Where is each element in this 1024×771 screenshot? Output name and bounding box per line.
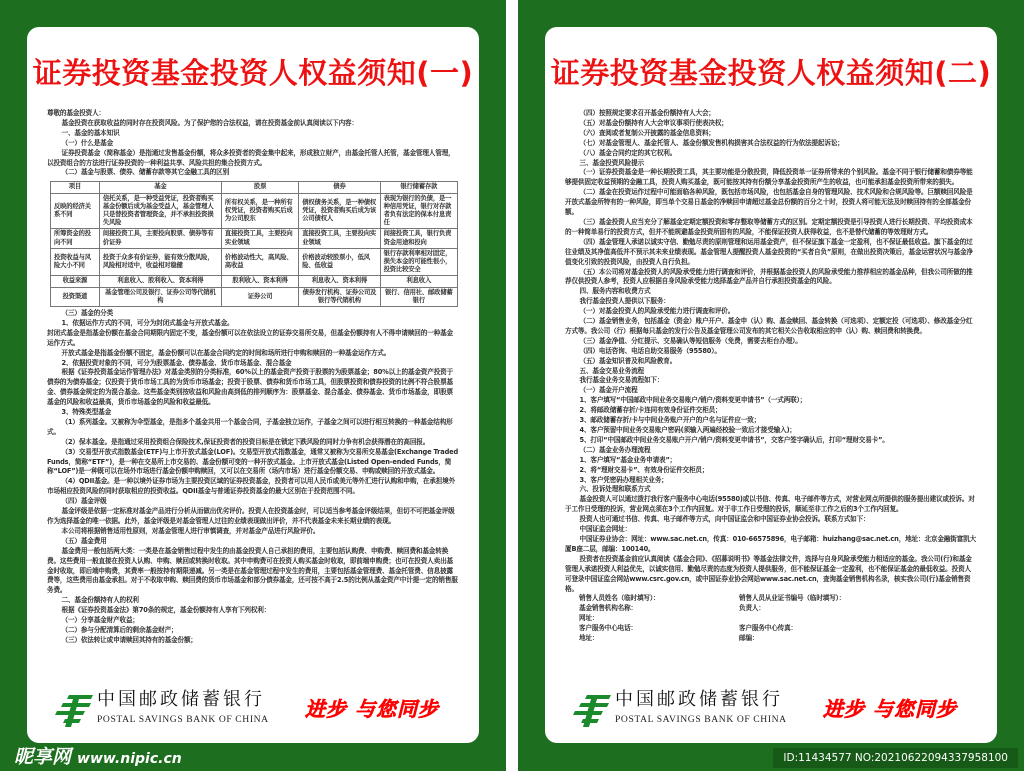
paragraph: 三、基金投资风险提示 [579,158,644,167]
paragraph: （三）基金投资人应当充分了解基金定期定额投资和零存整取等储蓄方式的区别。定期定额投资是引导投资人进行长期投资、平均投资成本的一种简单易行的投资方式，但并不能规避基金投资所固有的风险，不能保证投资人获得收益，也不是替代储蓄的等效理财方式。 [565,217,973,236]
table-cell: 利息收入 [380,276,457,287]
contact-field: 客户服务中心电话： [579,624,637,633]
paragraph: 1、客户填写“基金业务申请表”； [579,455,677,464]
table-header-cell: 项目 [51,182,100,193]
paragraph: 中国证券业协会：网址：www.sac.net.cn，传真：010-66575896，电子邮箱：huizhang@sac.net.cn，地址：北京金融街富凯大厦B座二层，邮编：100140。 [565,534,977,553]
table-cell: 债券发行机构、证券公司及银行等代销机构 [299,287,380,306]
table-cell: 间接投资工具，主要投向股票、债券等有价证券 [99,229,221,248]
table-cell: 间接投资工具，银行负责资金用途和投向 [380,229,457,248]
paragraph: （二）基金在投资运作过程中可能面临各种风险，既包括市场风险，也包括基金自身的管理风险、技术风险和合规风险等。巨额赎回风险是开放式基金所特有的一种风险，即当单个交易日基金的净赎回申请超过基金总份额的百分之十时，投资人将可能无法及时赎回持有的全部基金份额。 [565,188,973,217]
slogan: 进步 与您同步 [305,697,439,721]
paragraph: （1）系列基金。又被称为伞型基金，是指多个基金共用一个基金合同，子基金独立运作，子基金之间可以进行相互转换的一种基金结构形式。 [47,417,453,436]
paragraph: 根据《证券投资基金运作管理办法》对基金类别的分类标准，60%以上的基金资产投资于股票的为股票基金；80%以上的基金资产投资于债券的为债券基金；仅投资于货币市场工具的为货币市场基金；投资于股票、债券和货币市场工具，但股票投资和债券投资的比例不符合股票基金、债券基金规定的为混合基金。这些基金类别按收益和风险由高到低的排列顺序为：股票基金、混合基金、债券基金、货币市场基金，即股票基金的风险和收益最高，货币市场基金的风险和收益最低。 [47,368,454,407]
paragraph: 1、客户填写“中国邮政中间业务交易账户/销户/资料变更申请书”（一式两联）； [579,396,807,405]
table-cell: 银行、信用社、邮政储蓄银行 [380,287,457,306]
paragraph: （六）查阅或者复制公开披露的基金信息资料； [579,128,715,137]
page-title: 证券投资基金投资人权益须知(二) [550,56,992,90]
paragraph: 封闭式基金是指基金份额在基金合同期限内固定不变，基金份额可以在依法设立的证券交易所交易，但基金份额持有人不得申请赎回的一种基金运作方式。 [47,328,453,347]
table-cell: 反映的经济关系不同 [51,193,100,229]
paragraph: 基金评级是依据一定标准对基金产品进行分析从而做出优劣评价。投资人在投资基金时，可以适当参考基金评级结果，但切不可把基金评级作为选择基金的唯一依据。此外，基金评级是对基金管理人过往的业绩表现做出评价，并不代表基金未来长期业绩的表现。 [47,507,455,526]
contact-field: 销售人员姓名（临时填写）： [579,594,660,603]
paragraphs-after-table [47,309,459,646]
paragraph: （二）基金与股票、债券、储蓄存款等其它金融工具的区别 [61,168,230,177]
contact-field: 负责人： [739,604,765,613]
paragraph: 4、客户预留中间业务交易账户密码(须输入两遍经校验一致后才接受输入)； [579,426,796,434]
paragraph: 1、依据运作方式的不同，可分为封闭式基金与开放式基金。 [61,318,234,327]
table-header-cell: 股票 [221,182,298,193]
contact-field: 地址： [579,634,599,643]
paragraph: 3、客户凭密码办理相关业务； [579,475,668,484]
paragraph: 开放式基金是指基金份额不固定，基金份额可以在基金合同约定的时间和场所进行申购和赎回的一种基金运作方式。 [61,348,391,357]
right-body [565,109,977,644]
table-cell: 价格波动较股票小，低风险、低收益 [299,248,380,276]
table-row [51,248,458,276]
paragraph: （一）证券投资基金是一种长期投资工具，其主要功能是分散投资，降低投资单一证券所带来的个别风险。基金不同于银行储蓄和债券等能够提供固定收益预期的金融工具，投资人购买基金，既可能按其持有份额分享基金投资所产生的收益，也可能承担基金投资所带来的损失。 [565,168,973,187]
paragraph: （二）基金销售业务，包括基金（资金）账户开户、基金申（认）购、基金赎回、基金转换（可选项）、定额定投（可选项）、修改基金分红方式等。我公司（行）根据每只基金的发行公告及基金管理公司发布的其它相关公告收取相应的申（认）购、赎回费和转换费。 [565,317,973,335]
bank-name-en: POSTAL SAVINGS BANK OF CHINA [97,714,269,725]
paragraph: 尊敬的基金投资人： [47,109,105,117]
footer [545,685,997,743]
table-row [51,229,458,248]
table-cell: 表现为银行的负债，是一种信用凭证，银行对存款者负有法定的保本付息责任 [380,193,457,229]
paragraph: （四）基金管理人承诺以诚实守信、勤勉尽责的原则管理和运用基金资产，但不保证旗下基金一定盈利，也不保证最低收益。旗下基金的过往业绩及其净值高低并不预示其未来业绩表现。基金管理人提醒投资人基金投资的“买者自负”原则，在做出投资决策后，基金运营状况与基金净值变化引致的投资风险，由投资人自行负担。 [565,237,973,266]
paragraph: 2、将邮政储蓄存折/卡连同有效身份证件交柜员； [579,406,722,415]
table-cell: 债权债务关系，是一种债权凭证，投资者购买后成为该公司债权人 [299,193,380,229]
table-cell: 股利收入、资本利得 [221,276,298,287]
paragraph: 基金投资人可以通过拨打我行客户服务中心电话(95580)或以书信、传真、电子邮件等方式，对营业网点所提供的服务提出建议或投诉。对于工作日受理的投诉，营业网点须在3个工作内回复。对于非工作日受理的投诉，顺延至非工作之后的3个工作内回复。 [565,495,975,514]
paragraph: 投资人也可通过书信、传真、电子邮件等方式，向中国证监会和中国证券业协会投诉。联系方式如下： [579,515,870,524]
contact-field: 网址： [579,614,599,623]
bank-name-cn: 中国邮政储蓄银行 [97,689,265,710]
paragraph: （八）基金合同约定的其它权利。 [579,148,677,157]
table-row [51,276,458,287]
table-row [51,193,458,229]
paragraph: 3、邮政储蓄存折/卡与中间业务账户开户的户名与证件应一致； [579,416,761,425]
contact-field: 邮编： [739,634,759,643]
table-header-cell: 债券 [299,182,380,193]
paragraph: （2）保本基金。是指通过采用投资组合保险技术,保证投资者的投资目标是在锁定下跌风险的同时力争有机会获得潜在的高回报。 [61,437,430,446]
paragraph: 四、服务内容和收费方式 [579,287,651,296]
left-body [47,109,459,646]
table-header-cell: 基金 [99,182,221,193]
paragraph: （三）基金的分类 [61,308,114,317]
paragraph: （一）对基金投资人的风险承受能力进行调查和评价。 [579,307,735,316]
image-id-tag: ID:11434577 NO:20210622094337958100 [773,748,1018,768]
contact-fields [565,594,977,644]
contact-field [739,614,959,624]
paragraph: （四）基金评级 [61,497,107,506]
paragraph: （四）电话咨询、电话自助交易服务（95580）。 [579,346,721,355]
postal-bank-logo-icon [573,693,611,727]
paragraph: 六、投诉处理和联系方式 [579,485,651,494]
postal-bank-logo-icon [55,693,93,727]
table-cell: 信托关系，是一种受益凭证，投资者购买基金份额后成为基金受益人，基金管理人只是替投资者管理资金，并不承担投资损失风险 [99,193,221,229]
paragraph: （三）基金净值、分红提示、交易确认等短信服务（免费，需要去柜台办理）。 [579,336,802,345]
paragraph: 本公司将根据销售适用性原则，对基金管理人进行审慎调查，并对基金产品进行风险评价。 [61,526,320,535]
bank-name-cn: 中国邮政储蓄银行 [615,689,783,710]
table-header-cell: 银行储蓄存款 [380,182,457,193]
table-cell: 价格波动性大，高风险、高收益 [221,248,298,276]
paragraph: 一、基金的基本知识 [61,128,120,137]
contact-field: 客户服务中心传真： [739,624,797,633]
paragraph: （七）对基金管理人、基金托管人、基金份额发售机构损害其合法权益的行为依法提起诉讼； [579,138,844,147]
comparison-table [50,181,458,307]
table-cell: 所有权关系，是一种所有权凭证，投资者购买后成为公司股东 [221,193,298,229]
table-cell: 利息收入、股利收入、资本利得 [99,276,221,287]
paragraph: （一）什么是基金 [61,138,114,147]
page-title: 证券投资基金投资人权益须知(一) [32,56,474,90]
table-row [51,287,458,306]
right-sheet [518,0,1024,771]
paragraph: （五）基金费用 [61,536,107,545]
paragraph: 投资者在投资基金前应认真阅读《基金合同》、《招募说明书》等基金法律文件，选择与自身风险承受能力相适应的基金。我公司(行)和基金管理人承诺投资人利益优先，以诚实信用、勤勉尽责的态度为投资人提供服务，但不能保证基金一定盈利，也不能保证基金的最低收益。投资人可登录中国证监会网站www.csrc.gov.cn，或中国证券业协会网站www.sac.net.cn，查询基金销售机构名录，核实我公司(行)基金销售资格。 [565,554,972,593]
paragraph: （五）基金知识普及和风险教育。 [579,356,677,365]
paragraph: （3）交易型开放式指数基金(ETF)与上市开放式基金(LOF)。交易型开放式指数基金，通常又被称为交易所交易基金(Exchange Traded Funds，简称“ETF”)，是一种在交易所上市交易的、基金份额可变的一种开放式基金。上市开放式基金(Listed Open-ended Funds，简称“LOF”)是一种既可以在场外市场进行基金份额申购赎回，又可以在交易所（场内市场）进行基金份额交易、申购或赎回的开放式基金。 [47,447,459,476]
left-sheet [0,0,506,771]
table-cell: 证券公司 [221,287,298,306]
slogan: 进步 与您同步 [823,697,957,721]
paragraph: （五）对基金份额持有人大会审议事项行使表决权； [579,118,728,127]
paragraph: 我行基金业务交易流程如下： [579,376,664,385]
bank-name-en: POSTAL SAVINGS BANK OF CHINA [615,714,787,725]
paragraphs-before-table [47,109,459,178]
watermark-url: www.nipic.cn [77,751,182,767]
table-cell: 直接投资工具，主要投向实业领域 [221,229,298,248]
paragraph: 中国证监会网址： [579,525,632,534]
paragraph: 基金费用一般包括两大类：一类是在基金销售过程中发生的由基金投资人自己承担的费用，主要包括认购费、申购费、赎回费和基金转换费。这些费用一般直接在投资人认购、申购、赎回或转换时收取。其中申购费可在投资人购买基金时收取，即前端申购费；也可在投资人卖出基金时收取，即后端申购费，其费率一般按持有期限递减。另一类是在基金管理过程中发生的费用，主要包括基金管理费、基金托管费、信息披露费等，这些费用由基金承担。对于不收取申购、赎回费的货币市场基金和部分债券基金，还可按不高于2.5的比例从基金资产中计提一定的销售服务费。 [47,546,458,595]
table-cell: 直接投资工具，主要投向实业领域 [299,229,380,248]
paragraph: 二、基金份额持有人的权利 [61,596,139,605]
paragraph: 证券投资基金（简称基金）是指通过发售基金份额，将众多投资者的资金集中起来，形成独立财产，由基金托管人托管，基金管理人管理，以投资组合的方法进行证券投资的一种利益共享、风险共担的集合投资方式。 [47,148,455,167]
table-cell: 所筹资金的投向不同 [51,229,100,248]
paragraph: （一）基金开户流程 [579,386,638,395]
table-cell: 利息收入、资本利得 [299,276,380,287]
watermark-brand: 昵享网 [14,746,72,768]
paragraph: 3、特殊类型基金 [61,408,112,417]
paragraph: 根据《证券投资基金法》第70条的规定，基金份额持有人享有下列权利： [61,606,271,615]
paragraph: 五、基金交易业务流程 [579,366,644,375]
table-cell: 投资渠道 [51,287,100,306]
paragraph: 2、将“理财交易卡”、有效身份证件交柜员； [579,465,709,474]
contact-field: 销售人员从业证书编号（临时填写）： [739,594,846,603]
table-header-row [51,182,458,193]
paragraph: （五）本公司将对基金投资人的风险承受能力进行调查和评价，并根据基金投资人的风险承受能力推荐相应的基金品种，但我公司所做的推荐仅供投资人参考，投资人应根据自身风险承受能力选择基金产品并自行承担投资基金的风险。 [565,267,973,286]
contact-field: 基金销售机构名称： [579,604,637,613]
table-cell: 投资收益与风险大小不同 [51,248,100,276]
right-card [545,27,997,743]
footer [27,685,479,743]
paragraph: （二）基金业务办理流程 [579,445,651,454]
left-card [27,27,479,743]
paragraph: 基金投资在获取收益的同时存在投资风险。为了保护您的合法权益，请在投资基金前认真阅读以下内容： [61,118,358,127]
paragraph: （二）参与分配清算后的剩余基金财产； [61,625,178,634]
paragraph: （4）QDII基金。是一种以境外证券市场为主要投资区域的证券投资基金，投资者可以用人民币或美元等外汇进行认购和申购，在承担境外市场相应投资风险的同时获取相应的投资收益。QDII基金与普通证券投资基金的最大区别在于投资范围不同。 [47,477,456,496]
paragraph: 5、打印“中国邮政中间业务交易账户开户/销户/资料变更申请书”，交客户签字确认后，打印“理财交易卡”。 [579,435,889,444]
watermark [14,746,182,770]
paragraph: 2、依据投资对象的不同，可分为股票基金、债券基金、货币市场基金、混合基金 [61,358,292,367]
paragraph: （三）依法转让或申请赎回其持有的基金份额； [61,635,197,644]
right-paragraphs [565,109,977,594]
table-cell: 投资于众多有价证券，能有效分散风险，风险相对适中，收益相对稳健 [99,248,221,276]
paragraph: 我行基金投资人提供以下服务： [579,297,670,306]
table-cell: 基金管理公司及银行、证券公司等代销机构 [99,287,221,306]
table-cell: 收益来源 [51,276,100,287]
paragraph: （四）按照规定要求召开基金份额持有人大会； [579,109,715,117]
paragraph: （一）分享基金财产收益； [61,616,139,625]
table-cell: 银行存款利率相对固定，损失本金的可能性很小，投资比较安全 [380,248,457,276]
